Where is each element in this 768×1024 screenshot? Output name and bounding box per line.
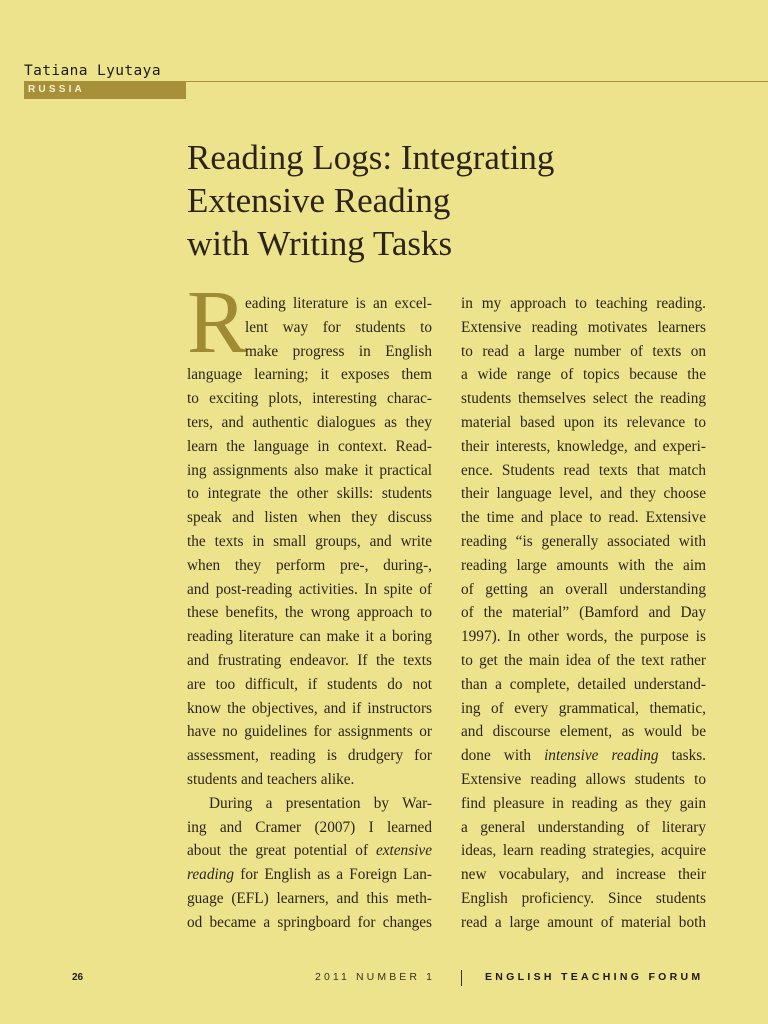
issue-label: 2011 NUMBER 1: [315, 971, 436, 983]
text-line: these benefits, the wrong approach to: [187, 604, 432, 622]
title-line: Extensive Reading: [187, 181, 451, 220]
body-column-1: [187, 292, 432, 935]
text-line: Extensive reading motivates learners: [461, 318, 706, 336]
text-line: material based upon its relevance to: [461, 413, 706, 431]
text-line: to exciting plots, interesting charac-: [187, 390, 432, 408]
country-bar: [24, 82, 186, 99]
text-line: language learning; it exposes them: [187, 366, 432, 384]
italic-term: reading: [187, 866, 235, 884]
text-line: and frustrating endeavor. If the texts: [187, 651, 432, 669]
text-line: their interests, knowledge, and experi-: [461, 437, 706, 455]
drop-cap: R: [187, 273, 248, 372]
text-line: assessment, reading is drudgery for: [187, 747, 432, 765]
text-line: the time and place to read. Extensive: [461, 509, 706, 527]
text-line: ters, and authentic dialogues as they: [187, 413, 432, 431]
text-line: students and teachers alike.: [187, 770, 355, 788]
text-run: for English as a Foreign Lan-: [234, 866, 432, 884]
text-line: English proficiency. Since students: [461, 889, 706, 907]
text-line: ing of every grammatical, thematic,: [461, 699, 706, 717]
title-line: Reading Logs: Integrating: [187, 138, 555, 177]
text-line: when they perform pre-, during-,: [187, 556, 432, 574]
text-line: of getting an overall understanding: [461, 580, 706, 598]
text-line: the texts in small groups, and write: [187, 532, 432, 550]
text-line: of the material” (Bamford and Day: [461, 604, 706, 622]
text-line: Extensive reading allows students to: [461, 770, 706, 788]
text-line: ing and Cramer (2007) I learned: [187, 818, 432, 836]
text-line: a general understanding of literary: [461, 818, 706, 836]
text-line: eading literature is an excel-: [245, 295, 432, 312]
text-line: and post-reading activities. In spite of: [187, 580, 432, 598]
text-line: [461, 744, 706, 768]
text-line: [187, 839, 432, 863]
italic-term: intensive reading: [544, 747, 659, 765]
text-line: reading “is generally associated with: [461, 532, 706, 550]
text-line: [187, 863, 432, 887]
text-line: guage (EFL) learners, and this meth-: [187, 889, 432, 907]
text-line: to get the main idea of the text rather: [461, 651, 706, 669]
text-line: ideas, learn reading strategies, acquire: [461, 842, 706, 860]
text-line: are too difficult, if students do not: [187, 675, 432, 693]
text-line: their language level, and they choose: [461, 485, 706, 503]
text-line: read a large amount of material both: [461, 913, 706, 931]
text-run: about the great potential of: [187, 842, 376, 860]
text-line: new vocabulary, and increase their: [461, 866, 706, 884]
text-line: 1997). In other words, the purpose is: [461, 628, 706, 646]
text-run: tasks.: [658, 747, 706, 765]
title-line: with Writing Tasks: [187, 224, 453, 263]
text-line: to read a large number of texts on: [461, 342, 706, 360]
text-line: students themselves select the reading: [461, 390, 706, 408]
author-name: Tatiana Lyutaya: [24, 63, 161, 79]
text-line: learn the language in context. Read-: [187, 437, 432, 455]
text-line: and discourse element, as would be: [461, 723, 706, 741]
text-line: to integrate the other skills: students: [187, 485, 432, 503]
body-column-2: [461, 292, 706, 935]
text-line: have no guidelines for assignments or: [187, 723, 432, 741]
text-line: make progress in English: [245, 342, 432, 360]
page-number: 26: [72, 972, 84, 983]
journal-name: ENGLISH TEACHING FORUM: [485, 971, 704, 983]
article-title: [187, 136, 667, 265]
country-label: RUSSIA: [28, 84, 85, 95]
text-line: reading large amounts with the aim: [461, 556, 706, 574]
text-line: During a presentation by War-: [209, 794, 432, 812]
text-line: od became a springboard for changes: [187, 913, 432, 931]
page-footer: [0, 970, 768, 990]
text-line: reading literature can make it a boring: [187, 628, 432, 646]
text-line: in my approach to teaching reading.: [461, 295, 706, 312]
text-line: than a complete, detailed understand-: [461, 675, 706, 693]
footer-divider: [461, 970, 462, 986]
text-line: a wide range of topics because the: [461, 366, 706, 384]
text-line: ence. Students read texts that match: [461, 461, 706, 479]
text-line: find pleasure in reading as they gain: [461, 794, 706, 812]
text-line: know the objectives, and if instructors: [187, 699, 432, 717]
text-line: lent way for students to: [245, 318, 432, 336]
text-run: done with: [461, 747, 545, 765]
text-line: ing assignments also make it practical: [187, 461, 432, 479]
italic-term: extensive: [375, 842, 432, 860]
text-line: speak and listen when they discuss: [187, 509, 432, 527]
